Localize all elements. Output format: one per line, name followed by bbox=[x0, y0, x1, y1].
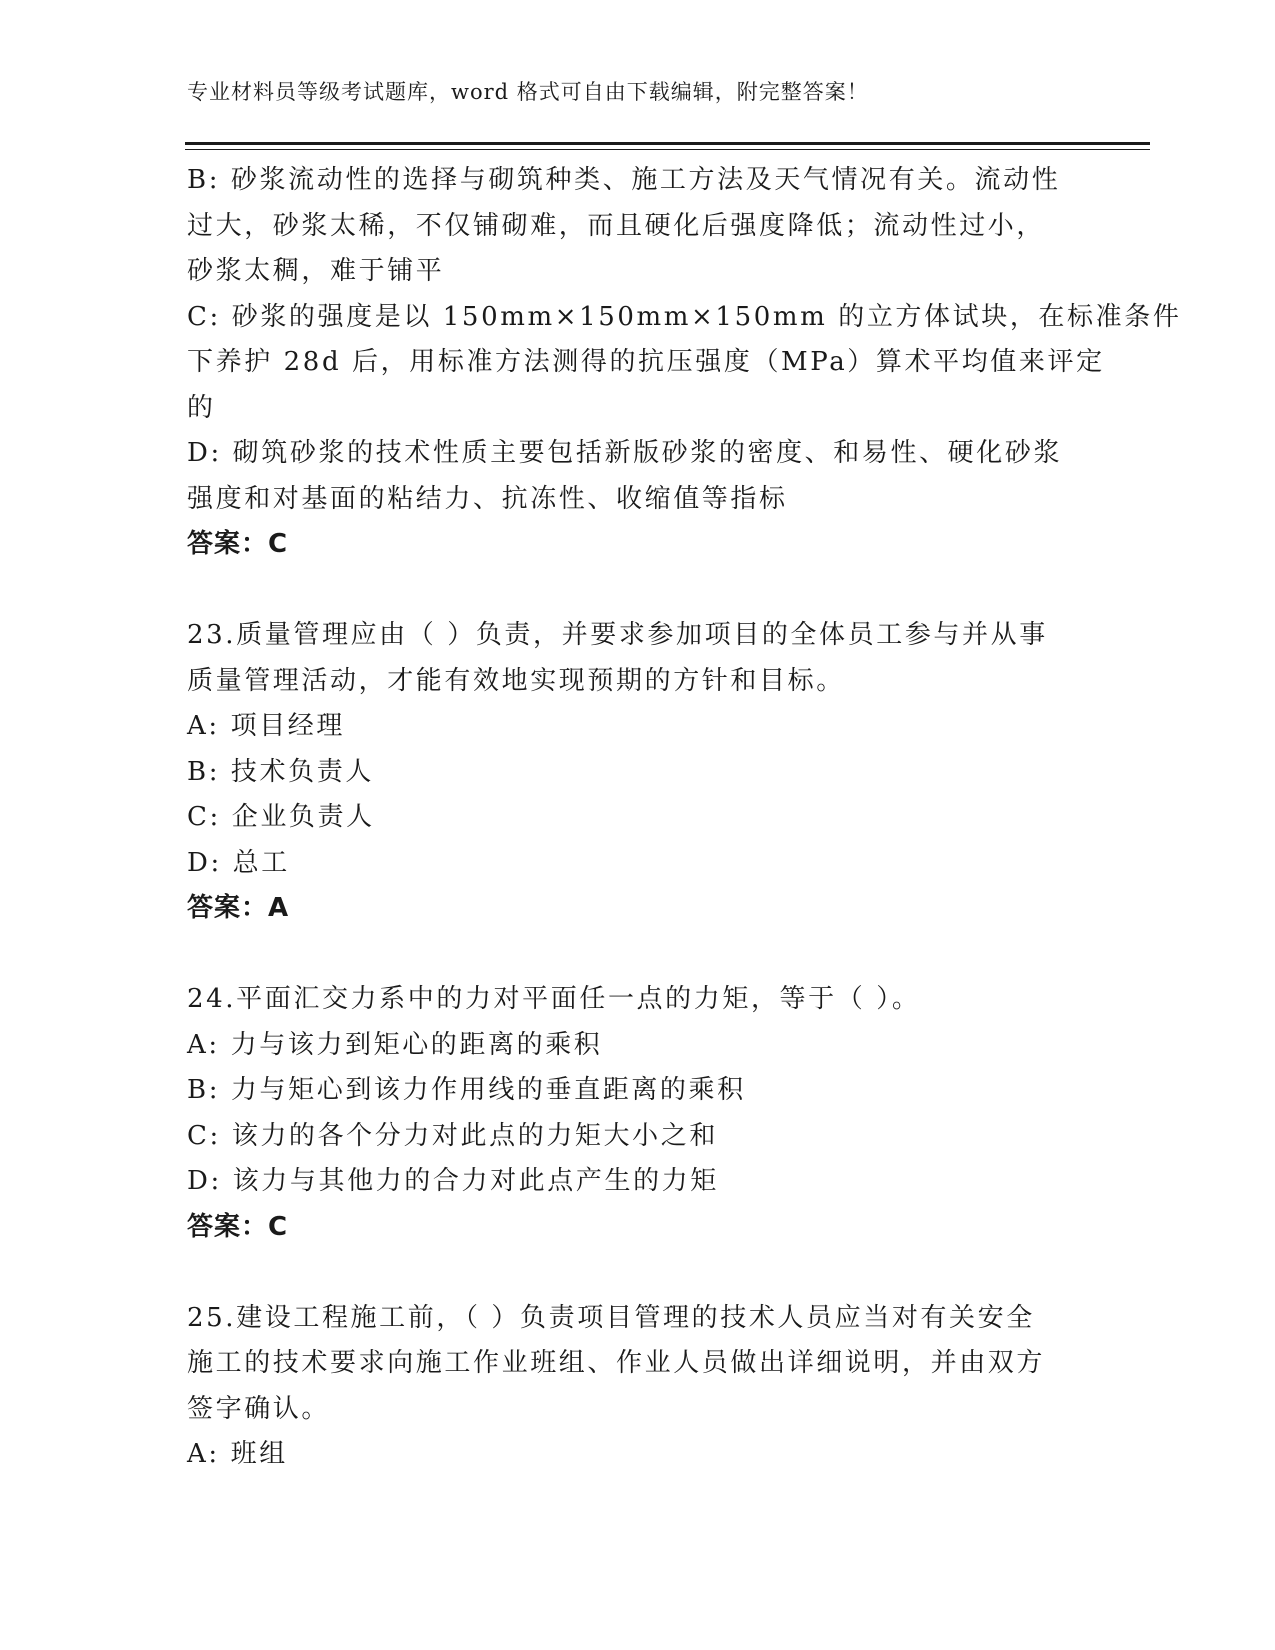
question-25 bbox=[187, 1296, 1087, 1478]
text-line: 过大，砂浆太稀，不仅铺砌难，而且硬化后强度降低；流动性过小， bbox=[187, 210, 1046, 241]
prev-answer: 答案：C bbox=[187, 529, 289, 559]
option-a: A: 项目经理 bbox=[187, 711, 346, 741]
option-a: A: 力与该力到矩心的距离的乘积 bbox=[187, 1029, 603, 1060]
text-line: B: 砂浆流动性的选择与砌筑种类、施工方法及天气情况有关。流动性 bbox=[187, 165, 1061, 195]
question-stem-line: 25.建设工程施工前，（ ）负责项目管理的技术人员应当对有关安全 bbox=[187, 1302, 1035, 1333]
option-c: C: 该力的各个分力对此点的力矩大小之和 bbox=[187, 1120, 718, 1151]
answer: 答案：C bbox=[187, 1211, 289, 1242]
question-stem-line: 23.质量管理应由（ ）负责，并要求参加项目的全体员工参与并从事 bbox=[187, 620, 1048, 650]
page-header: 专业材料员等级考试题库，word 格式可自由下载编辑，附完整答案！ bbox=[187, 80, 869, 104]
option-d: D: 该力与其他力的合力对此点产生的力矩 bbox=[187, 1166, 719, 1196]
text-line: 下养护 28d 后，用标准方法测得的抗压强度（MPa）算术平均值来评定 bbox=[187, 347, 1105, 377]
prev-option-d bbox=[187, 431, 1087, 522]
option-b: B: 技术负责人 bbox=[187, 756, 374, 787]
document-body bbox=[187, 158, 1182, 1478]
question-stem-line: 施工的技术要求向施工作业班组、作业人员做出详细说明，并由双方 bbox=[187, 1348, 1046, 1378]
question-23 bbox=[187, 613, 1087, 932]
question-stem-line: 签字确认。 bbox=[187, 1393, 331, 1424]
option-b: B: 力与矩心到该力作用线的垂直距离的乘积 bbox=[187, 1075, 746, 1105]
spacer bbox=[187, 1250, 1087, 1296]
header-rule-thin bbox=[185, 149, 1150, 150]
prev-option-b bbox=[187, 158, 1087, 295]
text-line: 的 bbox=[187, 392, 216, 423]
header-rule-thick bbox=[185, 142, 1150, 145]
question-stem-line: 24.平面汇交力系中的力对平面任一点的力矩，等于（ ）。 bbox=[187, 984, 921, 1014]
spacer bbox=[187, 932, 1087, 978]
text-line: 砂浆太稠，难于铺平 bbox=[187, 256, 445, 286]
text-line: 强度和对基面的粘结力、抗冻性、收缩值等指标 bbox=[187, 483, 788, 514]
prev-option-c bbox=[187, 295, 1182, 432]
question-24 bbox=[187, 977, 1087, 1250]
question-stem-line: 质量管理活动，才能有效地实现预期的方针和目标。 bbox=[187, 665, 845, 696]
option-a: A: 班组 bbox=[187, 1439, 288, 1469]
spacer bbox=[187, 568, 1087, 614]
option-c: C: 企业负责人 bbox=[187, 802, 375, 832]
text-line: D: 砌筑砂浆的技术性质主要包括新版砂浆的密度、和易性、硬化砂浆 bbox=[187, 438, 1063, 468]
option-d: D: 总工 bbox=[187, 847, 290, 878]
text-line: C: 砂浆的强度是以 150mm×150mm×150mm 的立方体试块，在标准条件 bbox=[187, 301, 1182, 332]
answer: 答案：A bbox=[187, 893, 290, 923]
